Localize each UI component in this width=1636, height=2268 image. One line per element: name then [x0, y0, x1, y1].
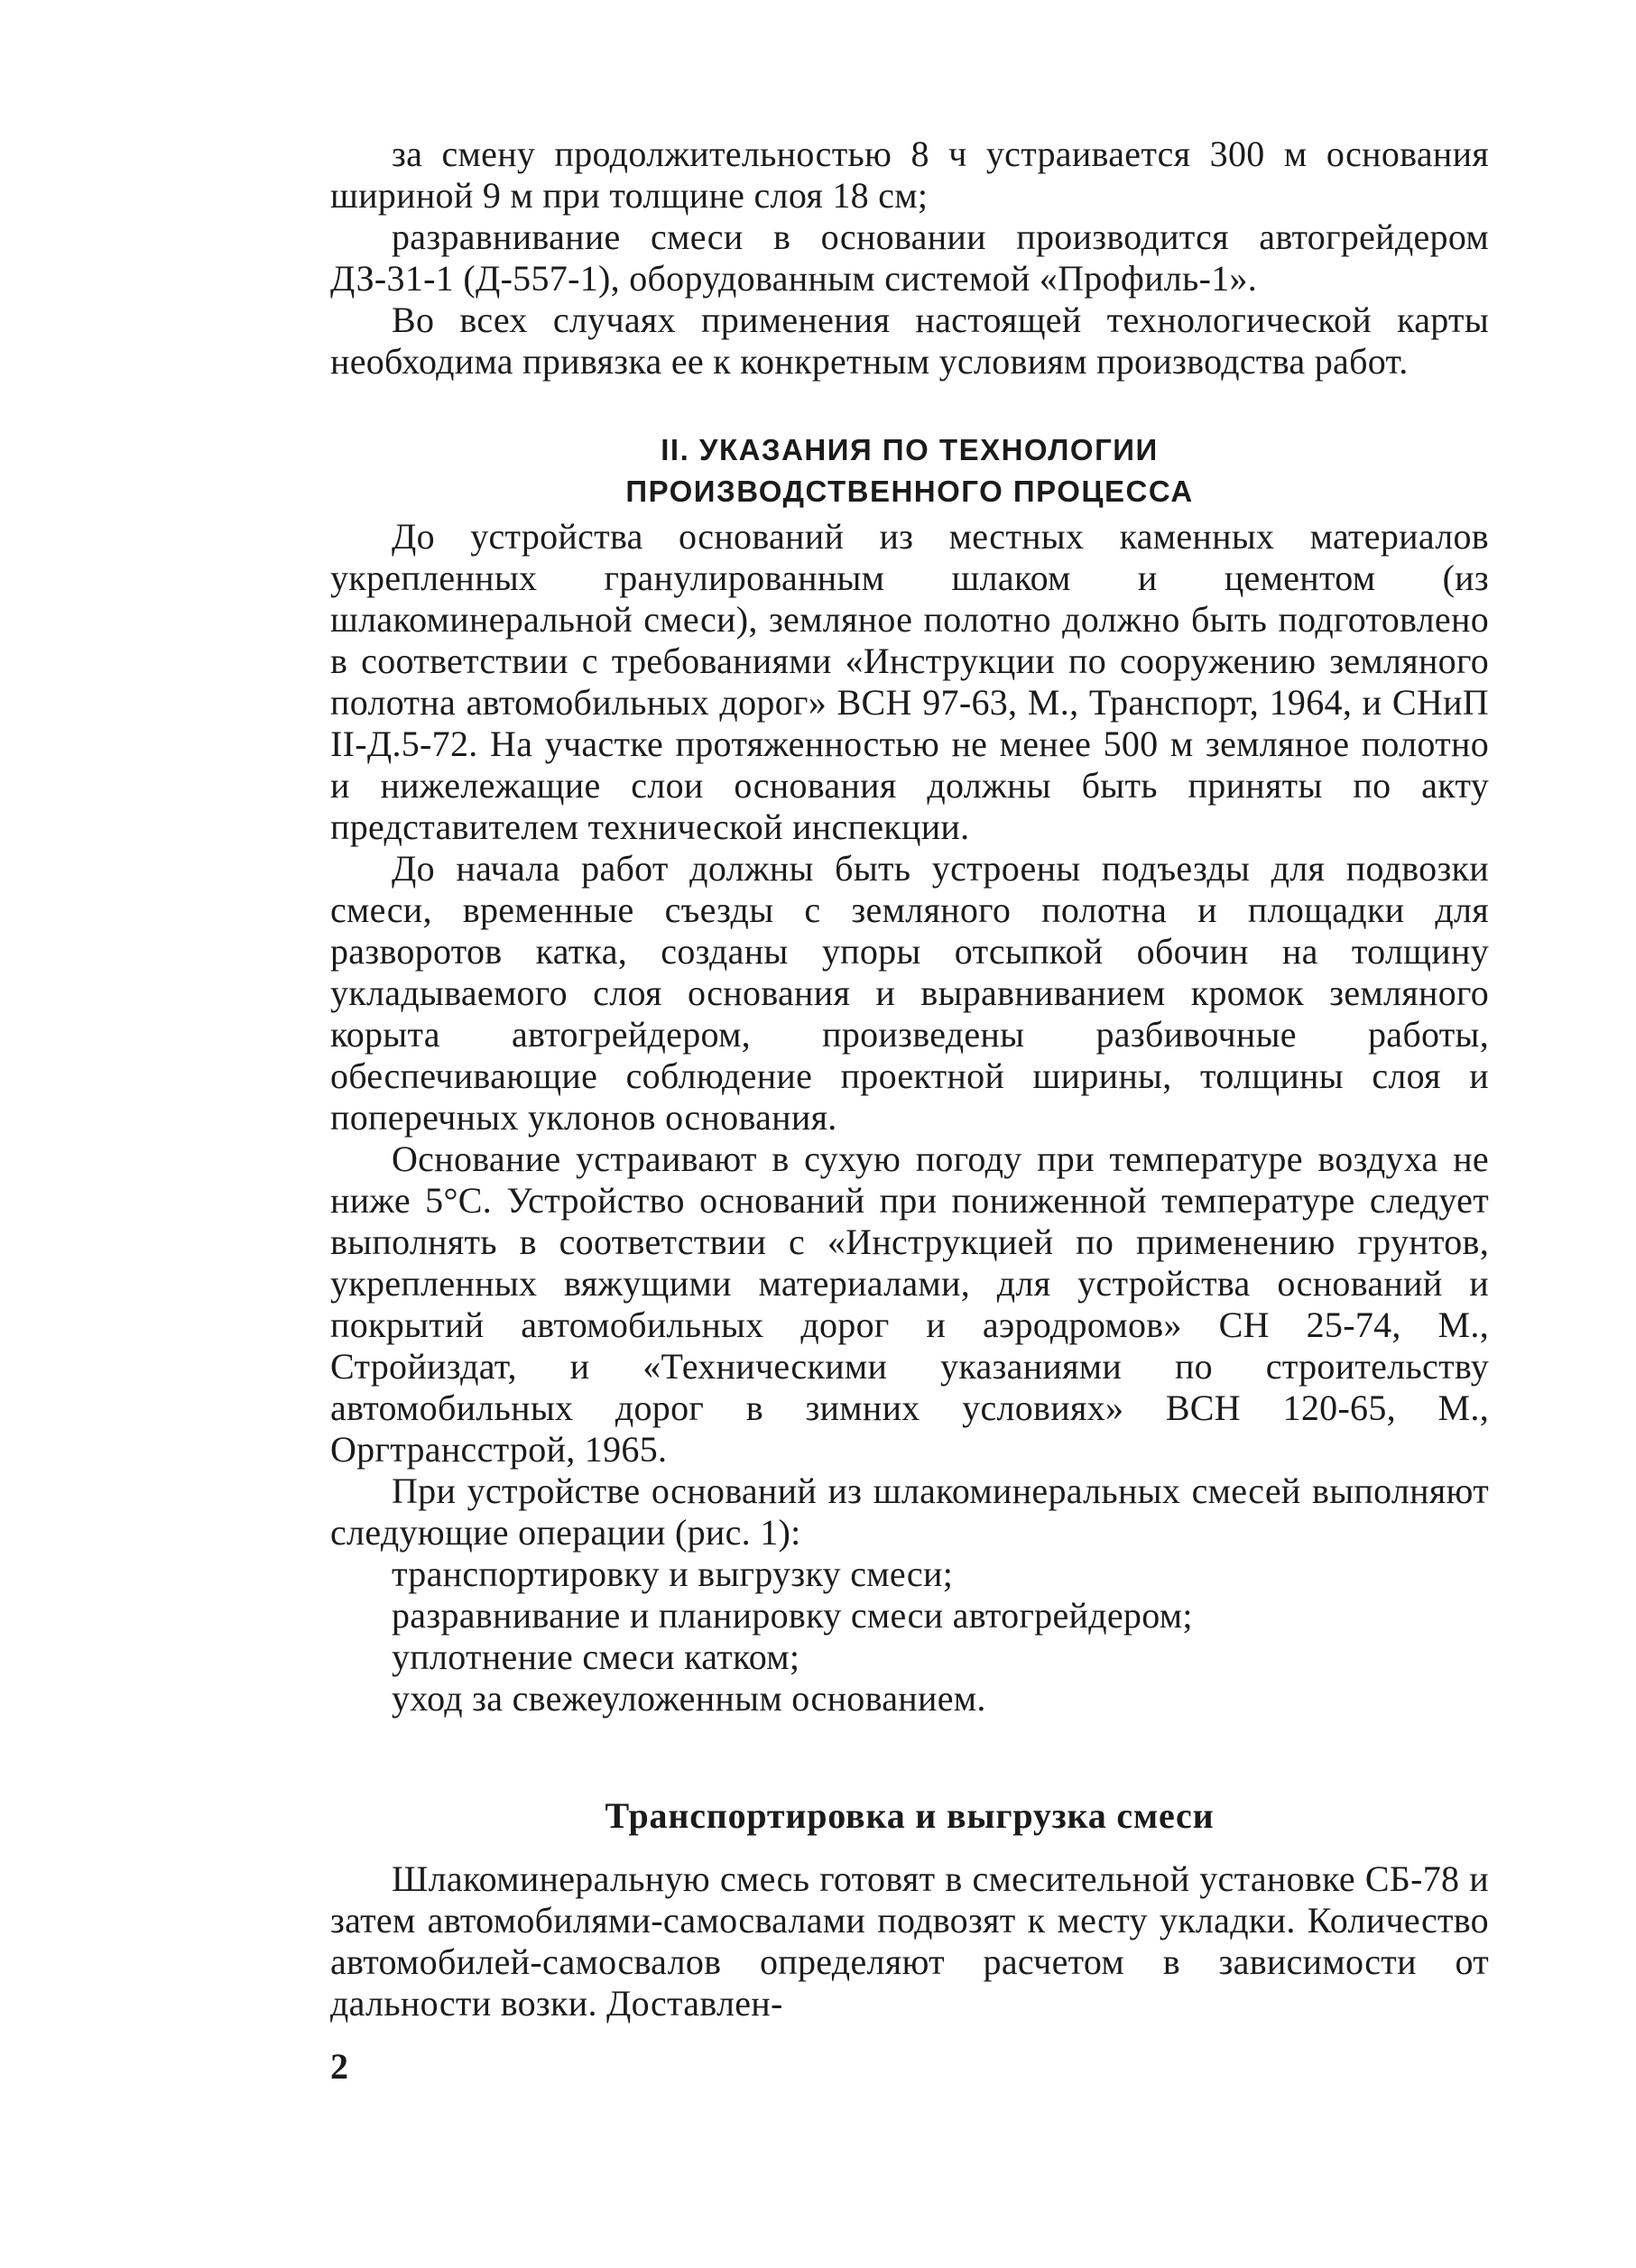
operations-list	[330, 1553, 1489, 1719]
list-item: уплотнение смеси катком;	[392, 1636, 800, 1677]
intro-paragraph-shift: за смену продолжительностью 8 ч устраивается 300 м основания шириной 9 м при толщине слоя 18 см;	[330, 134, 1489, 216]
subsection-heading-spacer	[330, 1837, 1489, 1858]
list-item: разравнивание и планировку смеси автогрейдером;	[392, 1595, 1193, 1636]
subsection-spacer	[330, 1719, 1489, 1795]
section-paragraph-subgrade: До устройства оснований из местных каменных материалов укрепленных гранулированным шлаком и цементом (из шлакоминеральной смеси), земляное полотно должно быть подготовлено в соответствии с требованиями «Инструкции по сооружению земляного полотна автомобильных дорог» ВСН 97-63, М., Транспорт, 1964, и СНиП II-Д.5-72. На участке протяженностью не менее 500 м земляное полотно и нижележащие слои основания должны быть приняты по акту представителем технической инспекции.	[330, 516, 1489, 847]
list-item: уход за свежеуложенным основанием.	[392, 1678, 986, 1719]
section-heading	[330, 429, 1489, 512]
subsection-heading: Транспортировка и выгрузка смеси	[605, 1795, 1215, 1836]
section-paragraph-preparation: До начала работ должны быть устроены подъезды для подвозки смеси, временные съезды с земляного полотна и площадки для разворотов катка, созданы упоры отсыпкой обочин на толщину укладываемого слоя основания и выравниванием кромок земляного корыта автогрейдером, произведены разбивочные работы, обеспечивающие соблюдение проектной ширины, толщины слоя и поперечных уклонов основания.	[330, 848, 1489, 1138]
transport-paragraph: Шлакоминеральную смесь готовят в смесительной установке СБ-78 и затем автомобилями-самосвалами подвозят к месту укладки. Количество автомобилей-самосвалов определяют расчетом в зависимости от дальности возки. Доставлен-	[330, 1858, 1489, 2024]
section-paragraph-temperature: Основание устраивают в сухую погоду при температуре воздуха не ниже 5°С. Устройство оснований при пониженной температуре следует выполнять в соответствии с «Инструкцией по применению грунтов, укрепленных вяжущими материалами, для устройства оснований и покрытий автомобильных дорог и аэродромов» СН 25-74, М., Стройиздат, и «Техническими указаниями по строительству автомобильных дорог в зимних условиях» ВСН 120-65, М., Оргтрансстрой, 1965.	[330, 1139, 1489, 1470]
section-heading-line-2: ПРОИЗВОДСТВЕННОГО ПРОЦЕССА	[625, 475, 1194, 508]
section-heading-line-1: II. УКАЗАНИЯ ПО ТЕХНОЛОГИИ	[661, 433, 1159, 466]
intro-paragraph-application: Во всех случаях применения настоящей технологической карты необходима привязка ее к конкретным условиям производства работ.	[330, 300, 1489, 382]
page-number: 2	[330, 2046, 348, 2087]
section-paragraph-operations-intro: При устройстве оснований из шлакоминеральных смесей выполняют следующие операции (рис. 1):	[330, 1471, 1489, 1553]
list-item: транспортировку и выгрузку смеси;	[392, 1553, 954, 1594]
page-content	[330, 134, 1489, 2024]
intro-paragraph-grader: разравнивание смеси в основании производится автогрейдером ДЗ-31-1 (Д-557-1), оборудованным системой «Профиль-1».	[330, 217, 1489, 299]
section-spacer	[330, 383, 1489, 429]
